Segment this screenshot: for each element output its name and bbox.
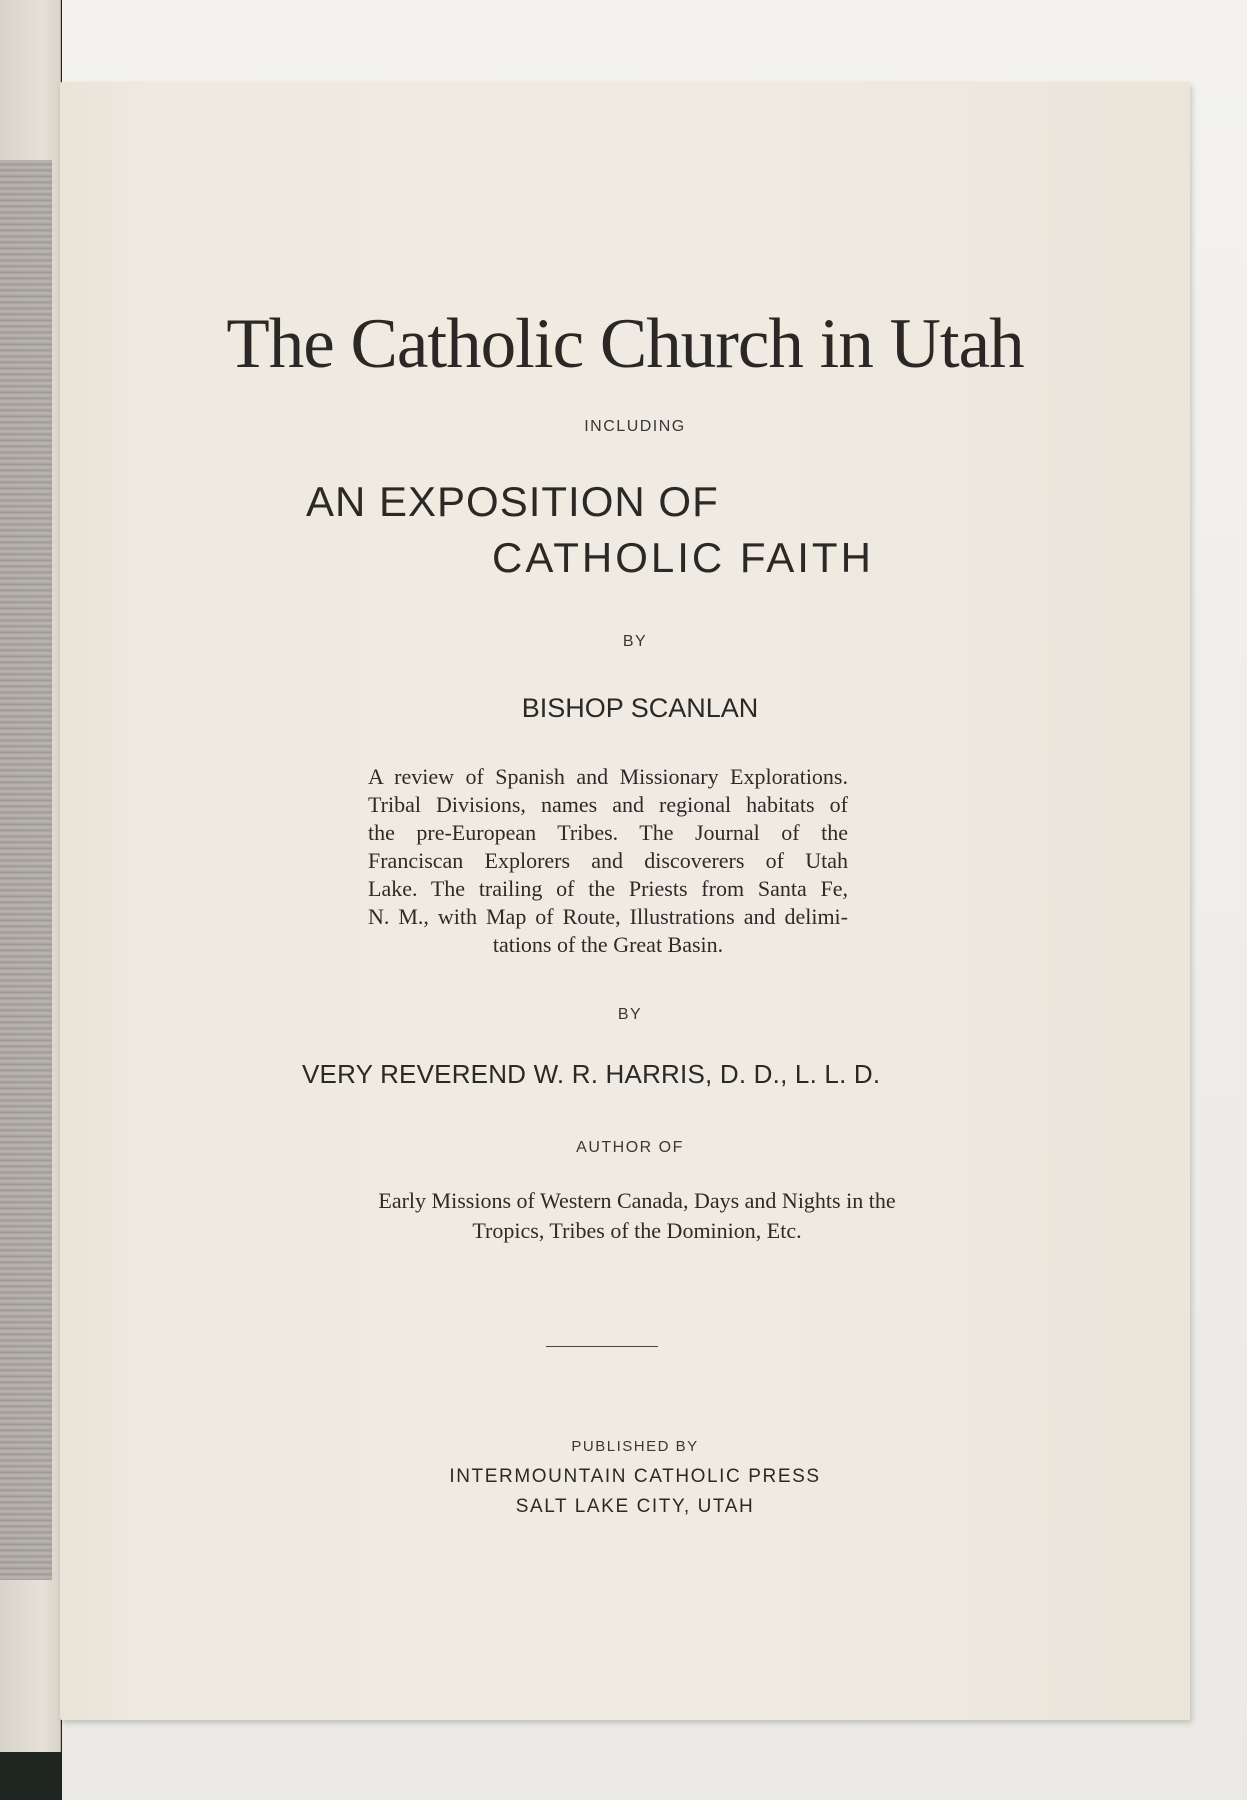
including-label: INCLUDING: [584, 418, 686, 435]
facing-page: [0, 0, 61, 1752]
frontispiece-plate: [0, 160, 52, 1580]
author-1: BISHOP SCANLAN: [521, 693, 759, 723]
by-label-2: BY: [617, 1006, 643, 1023]
divider-rule: [546, 1346, 658, 1347]
published-by-label: PUBLISHED BY: [571, 1438, 699, 1455]
title-page: [60, 82, 1190, 1720]
author-2: VERY REVEREND W. R. HARRIS, D. D., L. L. D.: [302, 1059, 881, 1089]
review-line: N. M., with Map of Route, Illustrations and delimi-: [368, 904, 848, 929]
review-line: Franciscan Explorers and discoverers of Utah: [368, 848, 848, 873]
subtitle-line-2: CATHOLIC FAITH: [492, 534, 874, 581]
review-paragraph: [368, 763, 848, 959]
review-line: the pre-European Tribes. The Journal of the: [368, 820, 848, 845]
other-works: [60, 1186, 1190, 1246]
publisher-block: [60, 1462, 1190, 1522]
review-line: A review of Spanish and Missionary Explorations.: [368, 764, 848, 789]
publisher-place: SALT LAKE CITY, UTAH: [515, 1496, 755, 1517]
author-of-label: AUTHOR OF: [576, 1139, 684, 1156]
review-line: Tribal Divisions, names and regional habitats of: [368, 792, 848, 817]
by-label-1: BY: [622, 633, 648, 650]
review-line: Lake. The trailing of the Priests from Santa Fe,: [368, 876, 848, 901]
publisher-name: INTERMOUNTAIN CATHOLIC PRESS: [449, 1466, 821, 1487]
review-line: tations of the Great Basin.: [492, 932, 724, 957]
subtitle-line-1: AN EXPOSITION OF: [306, 478, 719, 525]
works-line: Early Missions of Western Canada, Days and Nights in the: [378, 1188, 896, 1213]
works-line: Tropics, Tribes of the Dominion, Etc.: [472, 1218, 802, 1243]
book-title: The Catholic Church in Utah: [226, 305, 1024, 383]
